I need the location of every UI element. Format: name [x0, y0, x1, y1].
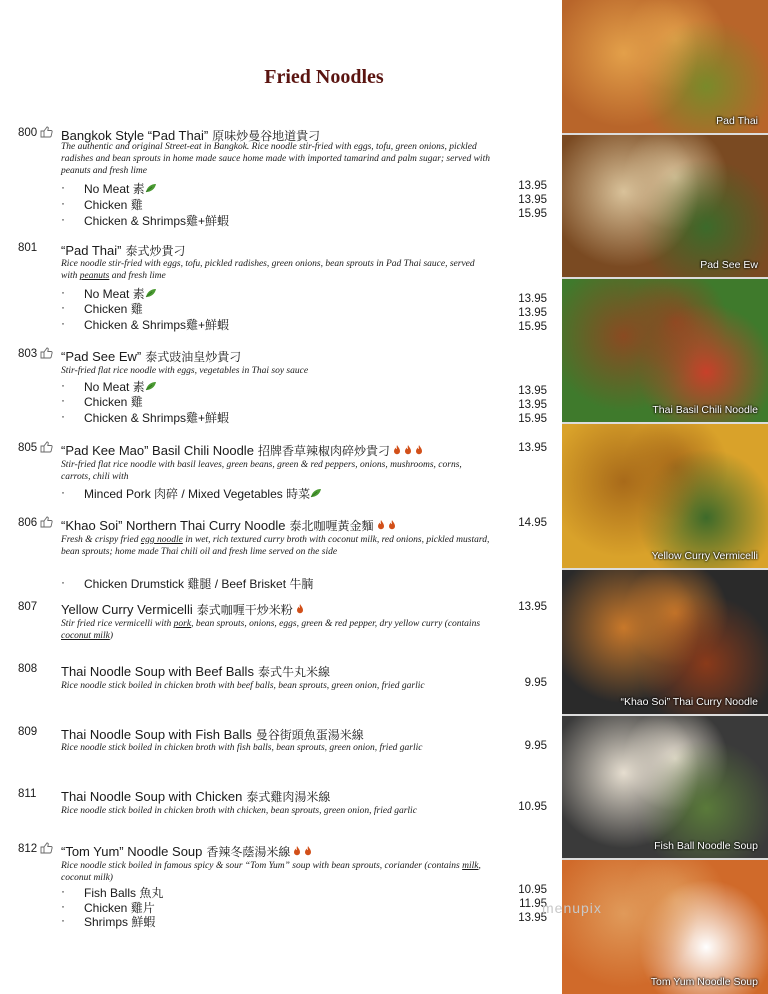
- thumbs-up-icon: [40, 347, 54, 359]
- option-price: 10.95: [518, 884, 547, 896]
- dish-photo: [562, 716, 768, 858]
- spicy-flame-icon: [293, 848, 301, 859]
- description-text: , bean sprouts, onions, eggs, green & red pepper, dry yellow curry (contains: [191, 619, 481, 629]
- option-price: 13.95: [518, 180, 547, 192]
- option-label: No Meat 素: [84, 378, 157, 395]
- vegetarian-leaf-icon: [310, 489, 322, 501]
- option-label: Minced Pork 肉碎 / Mixed Vegetables 時菜: [84, 485, 322, 502]
- spicy-flame-icon: [393, 447, 401, 458]
- item-name: [61, 726, 364, 743]
- photo-column: [562, 0, 768, 994]
- photo-caption: “Khao Soi” Thai Curry Noodle: [620, 696, 758, 708]
- item-name-english: Thai Noodle Soup with Fish Balls: [61, 727, 252, 742]
- vegetarian-leaf-icon: [145, 382, 157, 394]
- watermark: menupix: [542, 900, 602, 916]
- spicy-flame-icon: [304, 848, 312, 859]
- item-name: [61, 663, 330, 680]
- photo-caption: Tom Yum Noodle Soup: [650, 976, 758, 988]
- option-label: Chicken 雞: [84, 395, 143, 409]
- option-price: 13.95: [518, 293, 547, 305]
- description-text: Stir fried rice vermicelli with: [61, 619, 174, 629]
- underlined-ingredient: pork: [173, 619, 192, 629]
- item-name: [61, 442, 423, 459]
- spicy-flame-icon: [388, 522, 396, 533]
- item-description: [61, 860, 491, 884]
- underlined-ingredient: egg noodle: [140, 535, 183, 545]
- bullet: ·: [61, 393, 65, 407]
- dish-photo: [562, 860, 768, 994]
- option-label: Shrimps 鮮蝦: [84, 915, 156, 929]
- vegetarian-leaf-icon: [145, 289, 157, 301]
- spicy-flame-icon: [415, 447, 423, 458]
- option-price: 11.95: [519, 898, 547, 910]
- photo-caption: Pad Thai: [716, 115, 758, 127]
- item-description: [61, 258, 491, 282]
- item-name-english: Thai Noodle Soup with Beef Balls: [61, 664, 254, 679]
- option-label: Chicken 雞: [84, 302, 143, 316]
- dish-photo: [562, 135, 768, 277]
- option-price: 15.95: [518, 208, 547, 220]
- item-name: [61, 242, 185, 259]
- item-name-english: “Khao Soi” Northern Thai Curry Noodle: [61, 518, 286, 533]
- option-label: Chicken & Shrimps雞+鮮蝦: [84, 411, 230, 425]
- spicy-flame-icon: [404, 447, 412, 458]
- item-price: 10.95: [518, 801, 547, 813]
- underlined-ingredient: coconut milk: [61, 631, 110, 641]
- option-price: 13.95: [518, 912, 547, 924]
- item-description: The authentic and original Street-eat in Bangkok. Rice noodle stir-fried with eggs, tofu, green onions, pickled radishes and bean sprouts in home made sauce home made with imported tamarind and palm sugar; served with peanuts and fresh lime: [61, 142, 490, 176]
- bullet: ·: [61, 285, 65, 299]
- dish-photo: [562, 279, 768, 422]
- item-price: 14.95: [518, 517, 547, 529]
- item-name-english: Yellow Curry Vermicelli: [61, 602, 193, 617]
- item-name: [61, 843, 312, 860]
- bullet: ·: [61, 485, 65, 499]
- option-label: Chicken 雞: [84, 198, 143, 212]
- dish-photo: [562, 570, 768, 714]
- item-number: 801: [18, 242, 38, 254]
- item-name-english: Bangkok Style “Pad Thai”: [61, 128, 209, 143]
- item-name-english: “Pad Thai”: [61, 243, 122, 258]
- description-text: ): [109, 631, 113, 641]
- item-name: [61, 601, 304, 618]
- item-number: 812: [18, 843, 38, 855]
- description-text: Fresh & crispy fried: [61, 535, 141, 545]
- underlined-ingredient: milk: [462, 861, 479, 871]
- item-name-english: “Tom Yum” Noodle Soup: [61, 844, 203, 859]
- item-name-english: “Pad See Ew”: [61, 349, 142, 364]
- option-price: 15.95: [518, 413, 547, 425]
- bullet: ·: [61, 884, 65, 898]
- thumbs-up-icon: [40, 441, 54, 453]
- thumbs-up-icon: [40, 516, 54, 528]
- bullet: ·: [61, 913, 65, 927]
- option-label: Fish Balls 魚丸: [84, 886, 164, 900]
- option-label: Chicken 雞片: [84, 901, 155, 915]
- item-name-chinese: 泰北咖喱黃金麵: [289, 519, 374, 533]
- item-number: 808: [18, 663, 38, 675]
- bullet: ·: [61, 409, 65, 423]
- item-name-chinese: 曼谷街頭魚蛋湯米線: [255, 728, 364, 742]
- photo-caption: Yellow Curry Vermicelli: [651, 550, 758, 562]
- bullet: ·: [61, 300, 65, 314]
- thumbs-up-icon: [40, 126, 54, 138]
- option-label: Chicken & Shrimps雞+鮮蝦: [84, 318, 230, 332]
- item-description: [61, 534, 491, 558]
- option-label: Chicken & Shrimps雞+鮮蝦: [84, 214, 230, 228]
- spicy-flame-icon: [377, 522, 385, 533]
- item-name-chinese: 原味炒曼谷地道貴刁: [212, 129, 321, 143]
- description-text: and fresh lime: [109, 271, 166, 281]
- bullet: ·: [61, 196, 65, 210]
- bullet: ·: [61, 316, 65, 330]
- photo-caption: Fish Ball Noodle Soup: [654, 840, 758, 852]
- section-title: Fried Noodles: [264, 66, 384, 88]
- item-name: [61, 788, 330, 805]
- spicy-flame-icon: [296, 606, 304, 617]
- item-description: Rice noodle stick boiled in chicken broth with beef balls, bean sprouts, green onion, fried garlic: [61, 681, 425, 691]
- option-price: 13.95: [518, 194, 547, 206]
- item-number: 805: [18, 442, 38, 454]
- item-name-english: Thai Noodle Soup with Chicken: [61, 789, 243, 804]
- item-number: 807: [18, 601, 38, 613]
- photo-caption: Pad See Ew: [700, 259, 758, 271]
- vegetarian-leaf-icon: [145, 184, 157, 196]
- item-name: [61, 517, 396, 534]
- item-name-chinese: 香辣冬蔭湯米線: [206, 845, 291, 859]
- item-description: Stir-fried flat rice noodle with basil leaves, green beans, green & red peppers, onions, mushrooms, corns, carrots, chili with: [61, 460, 462, 482]
- thumbs-up-icon: [40, 842, 54, 854]
- option-price: 13.95: [518, 307, 547, 319]
- description-text: Rice noodle stir-fried with eggs, tofu, pickled radishes, green onions, bean sprouts in Pad Thai sauce, served with: [61, 259, 475, 281]
- item-description: [61, 618, 491, 642]
- item-price: 13.95: [518, 601, 547, 613]
- item-name: [61, 348, 241, 365]
- item-name-chinese: 招牌香草辣椒肉碎炒貴刁: [257, 444, 390, 458]
- item-name-chinese: 泰式豉油皇炒貴刁: [145, 350, 242, 364]
- bullet: ·: [61, 378, 65, 392]
- item-price: 9.95: [524, 677, 547, 689]
- item-number: 803: [18, 348, 38, 360]
- bullet: ·: [61, 212, 65, 226]
- item-number: 806: [18, 517, 38, 529]
- item-number: 809: [18, 726, 38, 738]
- photo-caption: Thai Basil Chili Noodle: [652, 404, 758, 416]
- item-name-chinese: 泰式炒貴刁: [125, 244, 186, 258]
- item-price: 13.95: [518, 442, 547, 454]
- item-description: Rice noodle stick boiled in chicken broth with chicken, bean sprouts, green onion, fried garlic: [61, 806, 417, 816]
- underlined-ingredient: peanuts: [79, 271, 110, 281]
- description-text: in wet, rich textured curry broth with coconut milk, red onions, pickled mustard, bean sprouts; home made Thai chili oil and fresh lime served on the side: [61, 535, 490, 557]
- item-description: Rice noodle stick boiled in chicken broth with fish balls, bean sprouts, green onion, fried garlic: [61, 743, 423, 753]
- description-text: Rice noodle stick boiled in famous spicy & sour “Tom Yum” soup with bean sprouts, coriander (contains: [61, 861, 463, 871]
- bullet: ·: [61, 575, 65, 589]
- bullet: ·: [61, 180, 65, 194]
- item-name-chinese: 泰式牛丸米線: [257, 665, 330, 679]
- dish-photo: [562, 424, 768, 568]
- dish-photo: [562, 0, 768, 133]
- option-price: 15.95: [518, 321, 547, 333]
- item-name-chinese: 泰式咖喱干炒米粉: [196, 603, 293, 617]
- option-price: 13.95: [518, 385, 547, 397]
- item-name-english: “Pad Kee Mao” Basil Chili Noodle: [61, 443, 254, 458]
- item-number: 800: [18, 127, 38, 139]
- option-label: Chicken Drumstick 雞腿 / Beef Brisket 牛腩: [84, 577, 314, 591]
- description-text: , coconut milk): [61, 861, 481, 883]
- option-price: 13.95: [518, 399, 547, 411]
- item-number: 811: [18, 788, 37, 800]
- item-name-chinese: 泰式雞肉湯米線: [246, 790, 331, 804]
- item-description: Stir-fried flat rice noodle with eggs, vegetables in Thai soy sauce: [61, 366, 309, 376]
- option-label: No Meat 素: [84, 180, 157, 197]
- bullet: ·: [61, 899, 65, 913]
- item-price: 9.95: [524, 740, 547, 752]
- option-label: No Meat 素: [84, 285, 157, 302]
